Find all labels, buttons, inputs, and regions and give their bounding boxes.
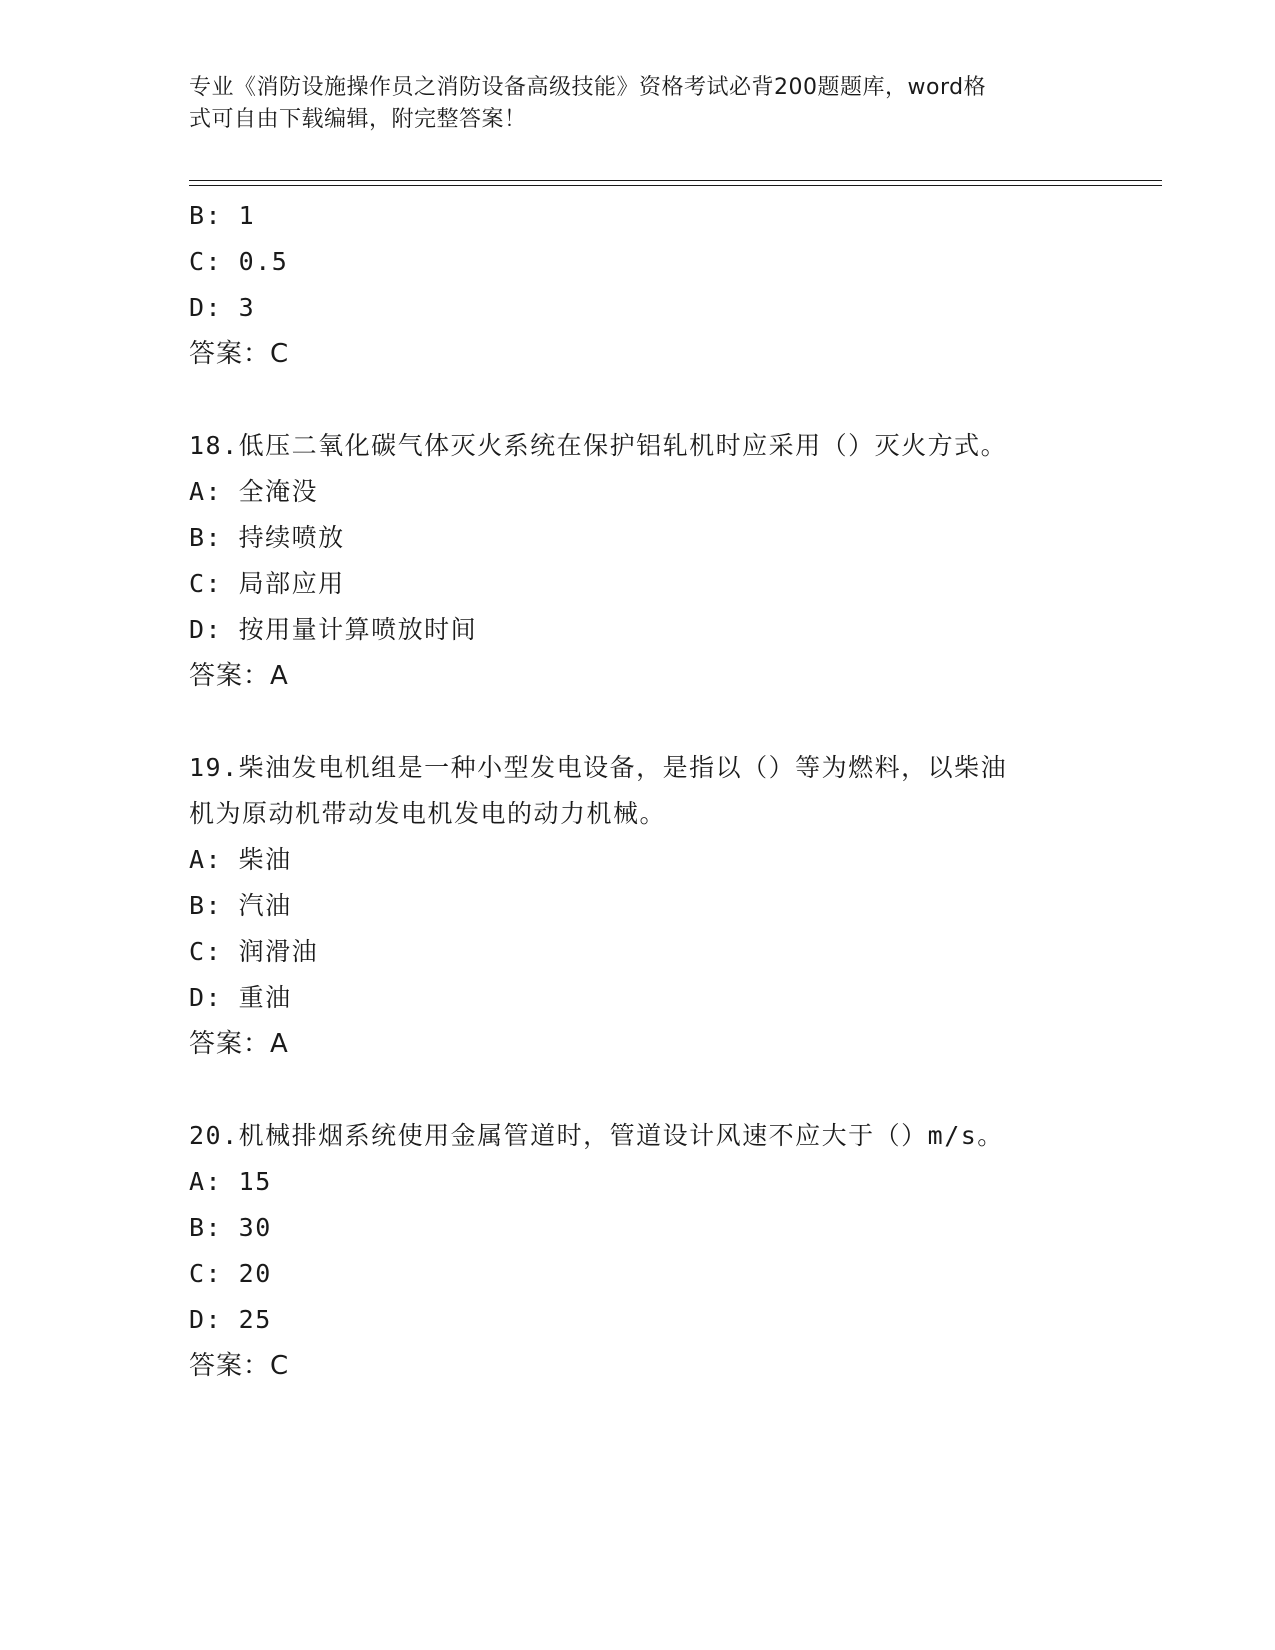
answer-line: 答案：A bbox=[189, 1029, 289, 1059]
option-a: A: 全淹没 bbox=[189, 477, 319, 506]
option-d: D: 重油 bbox=[189, 983, 292, 1012]
option-b: B: 汽油 bbox=[189, 891, 292, 920]
question-text-line-2: 机为原动机带动发电机发电的动力机械。 bbox=[189, 799, 667, 828]
answer-line: 答案：C bbox=[189, 1351, 290, 1381]
question-text: 20.机械排烟系统使用金属管道时，管道设计风速不应大于（）m/s。 bbox=[189, 1121, 1004, 1150]
header-divider-bottom bbox=[189, 185, 1162, 186]
option-b: B: 持续喷放 bbox=[189, 523, 345, 552]
question-text: 18.低压二氧化碳气体灭火系统在保护铝轧机时应采用（）灭火方式。 bbox=[189, 431, 1008, 460]
option-b: B: 30 bbox=[189, 1213, 272, 1242]
option-a: A: 15 bbox=[189, 1167, 272, 1196]
option-d: D: 3 bbox=[189, 293, 256, 322]
header-divider-top bbox=[189, 180, 1162, 181]
option-c: C: 20 bbox=[189, 1259, 272, 1288]
option-c: C: 0.5 bbox=[189, 247, 289, 276]
option-b: B: 1 bbox=[189, 201, 256, 230]
question-18 bbox=[189, 423, 1089, 699]
question-17-continued bbox=[189, 193, 1089, 377]
option-d: D: 按用量计算喷放时间 bbox=[189, 615, 478, 644]
question-text-line-1: 19.柴油发电机组是一种小型发电设备，是指以（）等为燃料，以柴油 bbox=[189, 753, 1008, 782]
header-line-1: 专业《消防设施操作员之消防设备高级技能》资格考试必背200题题库，word格 bbox=[189, 75, 987, 100]
option-d: D: 25 bbox=[189, 1305, 272, 1334]
header-line-2: 式可自由下载编辑，附完整答案！ bbox=[189, 107, 527, 132]
document-header bbox=[189, 72, 1089, 136]
option-a: A: 柴油 bbox=[189, 845, 292, 874]
option-c: C: 润滑油 bbox=[189, 937, 319, 966]
question-list bbox=[189, 193, 1089, 1389]
option-c: C: 局部应用 bbox=[189, 569, 345, 598]
question-20 bbox=[189, 1113, 1089, 1389]
question-19 bbox=[189, 745, 1089, 1067]
answer-line: 答案：C bbox=[189, 339, 290, 369]
answer-line: 答案：A bbox=[189, 661, 289, 691]
